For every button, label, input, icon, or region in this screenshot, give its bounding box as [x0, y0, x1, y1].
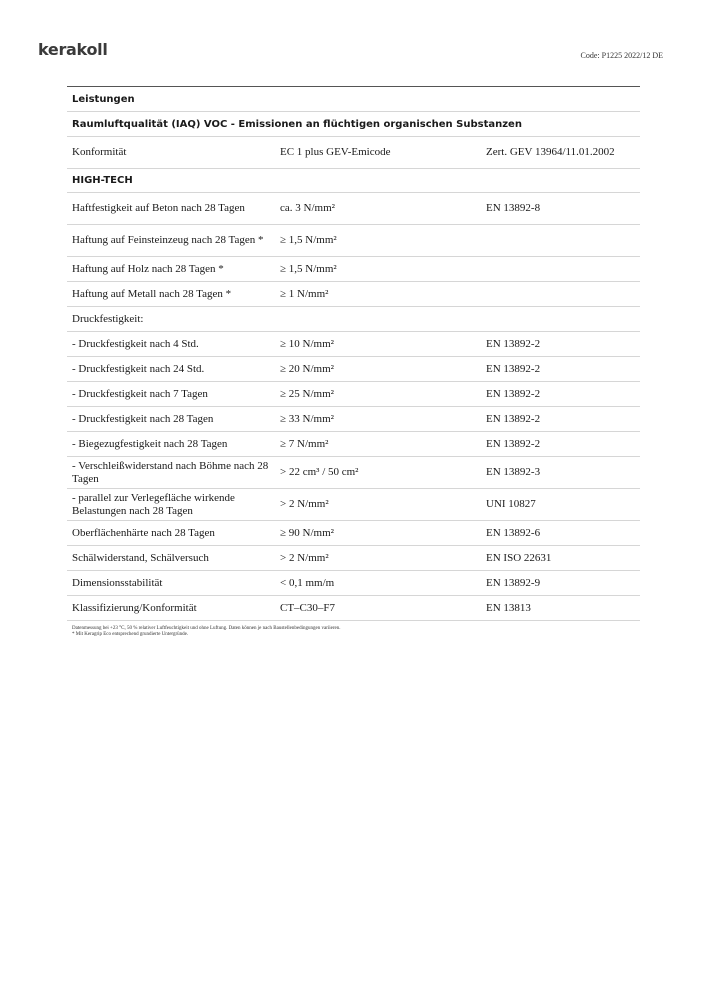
row-value: ≥ 25 N/mm² [280, 387, 334, 400]
row-label: - Druckfestigkeit nach 28 Tagen [72, 412, 214, 425]
row-norm: EN 13892-2 [486, 362, 541, 375]
row-label: - Druckfestigkeit nach 24 Std. [72, 362, 205, 375]
performance-table [67, 86, 640, 621]
row-label: - Biegezugfestigkeit nach 28 Tagen [72, 437, 228, 450]
table-row [67, 457, 640, 489]
group-title: HIGH-TECH [67, 169, 640, 193]
row-value: < 0,1 mm/m [280, 576, 335, 589]
row-label: - Druckfestigkeit nach 7 Tagen [72, 387, 208, 400]
document-code: Code: P1225 2022/12 DE [580, 51, 663, 60]
table-row [67, 282, 640, 307]
row-value: ≥ 20 N/mm² [280, 362, 334, 375]
row-label: Druckfestigkeit: [72, 312, 144, 325]
row-norm: EN 13892-8 [486, 202, 541, 214]
section-title: Leistungen [67, 87, 640, 112]
row-value: CT–C30–F7 [280, 601, 336, 614]
row-label: Haftung auf Feinsteinzeug nach 28 Tagen * [72, 234, 264, 246]
table-row [67, 546, 640, 571]
row-label: Haftung auf Metall nach 28 Tagen * [72, 287, 232, 300]
table-row [67, 225, 640, 257]
row-norm: UNI 10827 [486, 498, 536, 510]
row-norm: EN 13892-2 [486, 387, 541, 400]
table-row [67, 193, 640, 225]
row-norm: EN 13892-2 [486, 337, 541, 350]
row-value: ≥ 1,5 N/mm² [280, 262, 337, 275]
row-norm: EN 13892-2 [486, 437, 541, 450]
row-value: EC 1 plus GEV-Emicode [280, 146, 391, 158]
table-row [67, 357, 640, 382]
table-row [67, 571, 640, 596]
table-row [67, 307, 640, 332]
row-norm: Zert. GEV 13964/11.01.2002 [486, 146, 615, 158]
row-value: > 2 N/mm² [280, 498, 329, 510]
row-value: ≥ 33 N/mm² [280, 412, 334, 425]
row-label: Oberflächenhärte nach 28 Tagen [72, 526, 215, 539]
row-norm: EN 13892-6 [486, 526, 541, 539]
conformity-row [67, 137, 640, 169]
table-row [67, 407, 640, 432]
row-label: Haftfestigkeit auf Beton nach 28 Tagen [72, 202, 245, 214]
row-value: ≥ 7 N/mm² [280, 437, 329, 450]
table-row [67, 432, 640, 457]
row-label: - parallel zur Verlegefläche wirkende Belastungen nach 28 Tagen [72, 491, 235, 517]
row-norm: EN 13892-3 [486, 466, 541, 478]
footnotes [72, 626, 341, 638]
row-label: Konformität [72, 146, 127, 158]
row-value: ≥ 10 N/mm² [280, 337, 334, 350]
footnote: * Mit Keragrip Eco entsprechend grundierte Untergründe. [72, 632, 189, 637]
kerakoll-logo: kerakoll [38, 40, 108, 59]
row-norm: EN 13892-2 [486, 412, 541, 425]
row-label: - Druckfestigkeit nach 4 Std. [72, 337, 199, 350]
table-row [67, 382, 640, 407]
row-label: Haftung auf Holz nach 28 Tagen * [72, 262, 224, 275]
row-value: ca. 3 N/mm² [280, 202, 335, 214]
row-value: ≥ 1,5 N/mm² [280, 234, 337, 246]
footnote: Datenmessung bei +23 °C, 50 % relativer Luftfeuchtigkeit und ohne Luftung. Daten können je nach Baustellenbedingungen variieren. [72, 626, 341, 631]
row-value: > 22 cm³ / 50 cm² [280, 466, 359, 478]
row-value: ≥ 90 N/mm² [280, 526, 334, 539]
row-label: - Verschleißwiderstand nach Böhme nach 28 Tagen [72, 459, 269, 485]
table-row [67, 596, 640, 621]
table-row [67, 332, 640, 357]
table-row [67, 521, 640, 546]
row-norm: EN ISO 22631 [486, 551, 552, 564]
row-label: Klassifizierung/Konformität [72, 601, 197, 614]
row-label: Schälwiderstand, Schälversuch [72, 551, 209, 564]
row-value: > 2 N/mm² [280, 551, 329, 564]
iaq-title: Raumluftqualität (IAQ) VOC - Emissionen an flüchtigen organischen Substanzen [67, 112, 640, 137]
row-norm: EN 13813 [486, 601, 531, 614]
row-norm: EN 13892-9 [486, 576, 541, 589]
table-row [67, 489, 640, 521]
table-row [67, 257, 640, 282]
row-value: ≥ 1 N/mm² [280, 287, 329, 300]
row-label: Dimensionsstabilität [72, 576, 163, 589]
